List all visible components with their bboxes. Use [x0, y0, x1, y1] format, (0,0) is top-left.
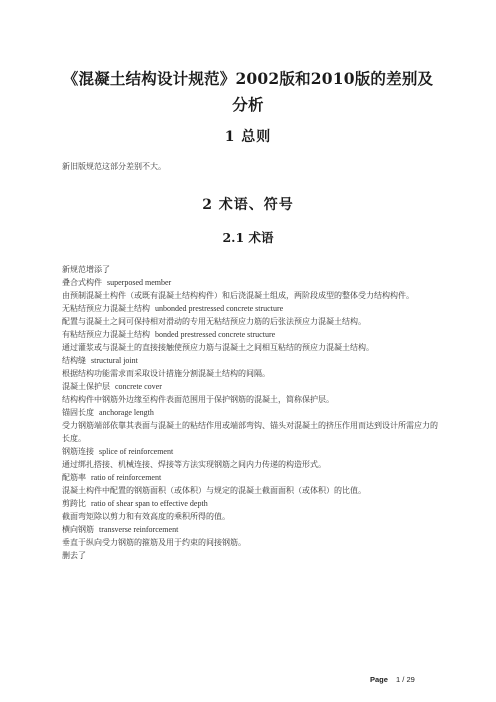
term-zh: 横向钢筋 — [62, 525, 94, 534]
section-2-heading: 2 术语、符号 — [202, 197, 294, 213]
term-en: ratio of reinforcement — [91, 473, 162, 482]
term-definition: 结构构件中钢筋外边缘至构件表面范围用于保护钢筋的混凝土，简称保护层。 — [62, 395, 334, 404]
term-heading — [62, 523, 438, 536]
section-2-1-heading: 2.1 术语 — [222, 230, 274, 245]
term-en: unbonded prestressed concrete structure — [155, 304, 284, 313]
term-heading — [62, 354, 438, 367]
term-definition: 垂直于纵向受力钢筋的箍筋及用于约束的间接钢筋。 — [62, 538, 246, 547]
term-definition: 通过灌浆或与混凝土的直接接触使预应力筋与混凝土之间相互粘结的预应力混凝土结构。 — [62, 343, 374, 352]
page-footer — [370, 675, 415, 684]
term-heading — [62, 445, 438, 458]
section-1-heading: 1 总则 — [224, 129, 272, 145]
term-heading — [62, 497, 438, 510]
document-title — [50, 66, 446, 118]
page-label: Page — [370, 675, 388, 684]
term-en: superposed member — [107, 278, 172, 287]
term-definition: 混凝土构件中配置的钢筋面积（或体积）与规定的混凝土截面面积（或体积）的比值。 — [62, 486, 366, 495]
term-zh: 钢筋连接 — [62, 447, 94, 456]
term-en: splice of reinforcement — [99, 447, 174, 456]
term-definition: 由预制混凝土构件（或既有混凝土结构构件）和后浇混凝土组成，两阶段成型的整体受力结构构件。 — [62, 291, 414, 300]
page-total: 29 — [406, 675, 415, 684]
term-zh: 无粘结预应力混凝土结构 — [62, 304, 150, 313]
term-zh: 锚固长度 — [62, 408, 94, 417]
term-zh: 剪跨比 — [62, 499, 86, 508]
term-en: ratio of shear span to effective depth — [91, 499, 208, 508]
term-definition: 截面弯矩除以剪力和有效高度的乘积所得的值。 — [62, 512, 230, 521]
term-definition: 配置与混凝土之间可保持相对滑动的专用无粘结预应力筋的后张法预应力混凝土结构。 — [62, 317, 366, 326]
terms-outro: 删去了 — [62, 551, 86, 560]
section-1-text: 新旧版规范这部分差别不大。 — [62, 162, 166, 171]
term-zh: 混凝土保护层 — [62, 382, 110, 391]
terms-body — [62, 263, 438, 562]
terms-list — [62, 276, 438, 549]
term-heading — [62, 380, 438, 393]
term-heading — [62, 471, 438, 484]
term-zh: 配筋率 — [62, 473, 86, 482]
terms-intro: 新规范增添了 — [62, 265, 110, 274]
term-zh: 结构缝 — [62, 356, 86, 365]
page-current: 1 — [396, 675, 401, 684]
term-definition: 通过绑扎搭接、机械连接、焊接等方法实现钢筋之间内力传递的构造形式。 — [62, 460, 326, 469]
page-separator: / — [402, 675, 405, 684]
term-en: anchorage length — [99, 408, 154, 417]
term-en: transverse reinforcement — [99, 525, 179, 534]
term-en: bonded prestressed concrete structure — [155, 330, 276, 339]
term-heading — [62, 406, 438, 419]
title-line-1: 《混凝土结构设计规范》2002版和2010版的差别及 — [62, 69, 434, 88]
term-en: structural joint — [91, 356, 138, 365]
term-en: concrete cover — [115, 382, 162, 391]
term-definition: 受力钢筋端部依靠其表面与混凝土的粘结作用或端部弯钩、锚头对混凝土的挤压作用而达到设计所需应力的长度。 — [62, 421, 438, 443]
term-zh: 有粘结预应力混凝土结构 — [62, 330, 150, 339]
term-zh: 叠合式构件 — [62, 278, 102, 287]
term-heading — [62, 276, 438, 289]
term-heading — [62, 328, 438, 341]
term-heading — [62, 302, 438, 315]
title-line-2: 分析 — [232, 95, 264, 114]
term-definition: 根据结构功能需求而采取设计措施分割混凝土结构的间隔。 — [62, 369, 270, 378]
